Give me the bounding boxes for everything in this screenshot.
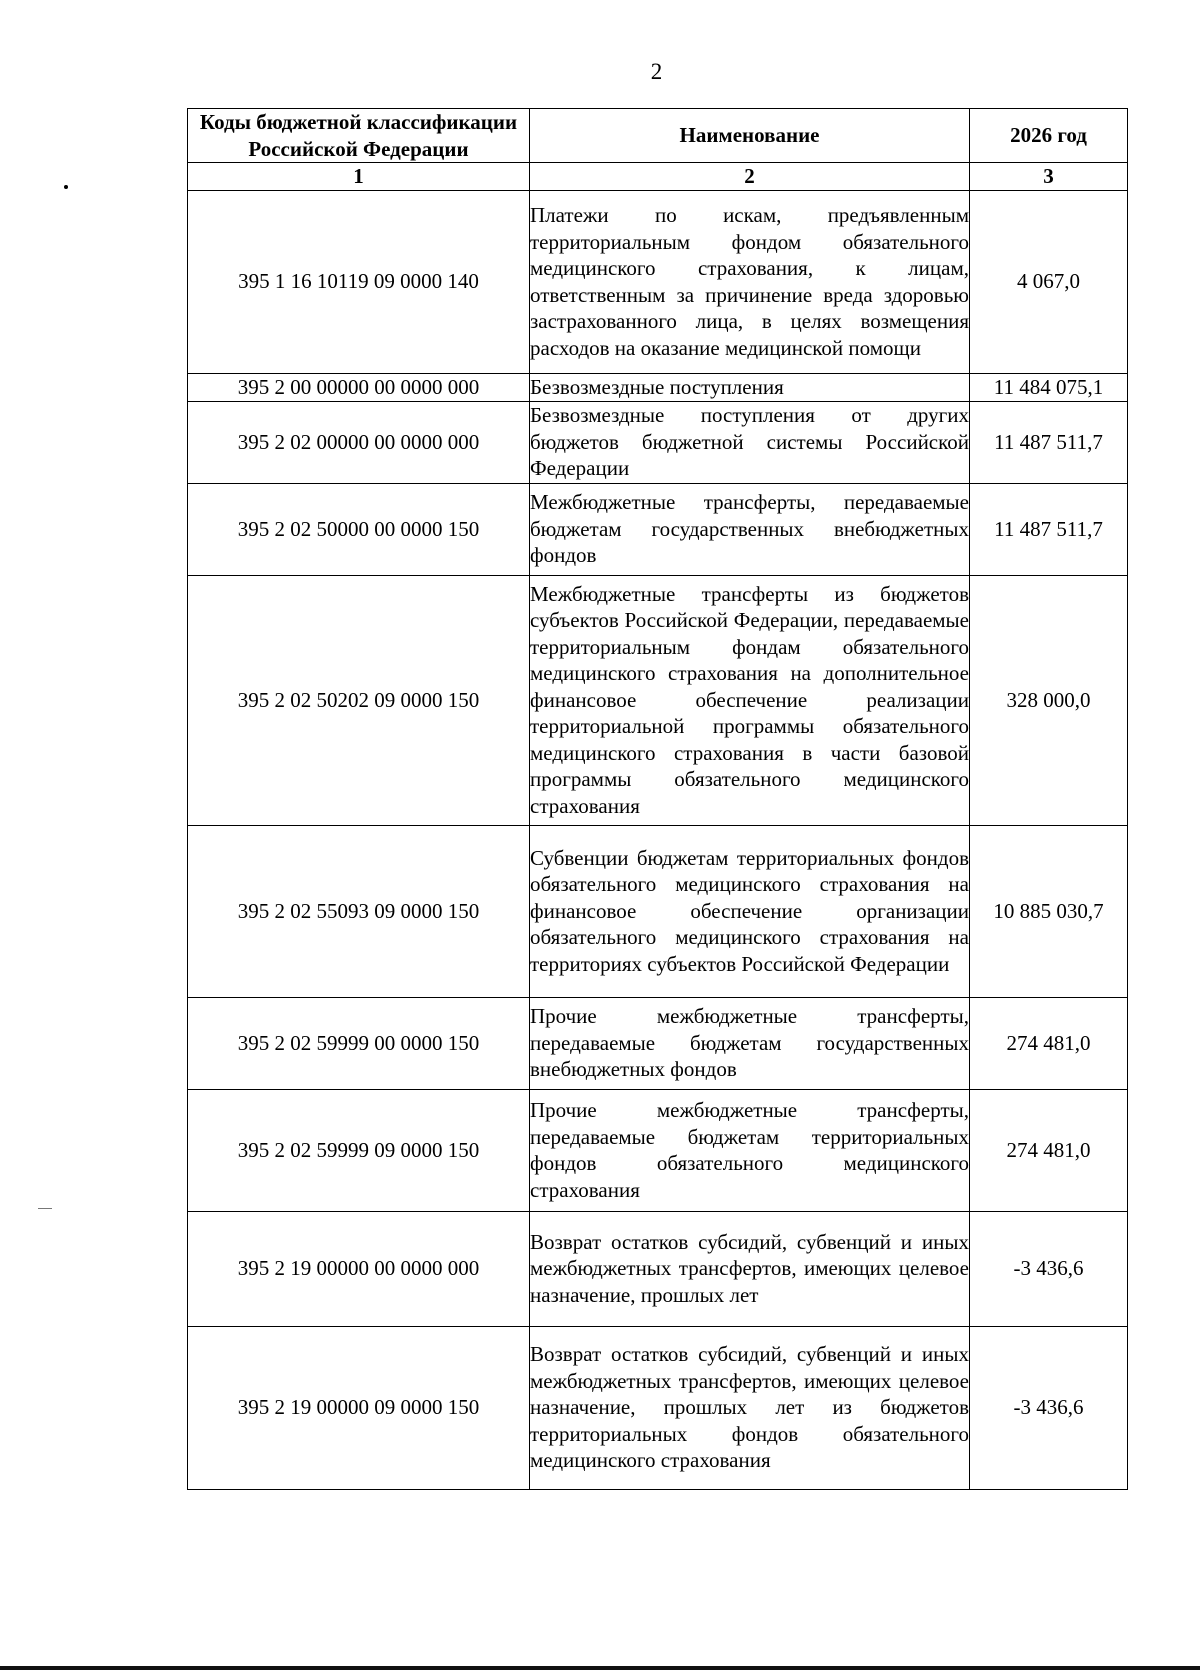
row-name: Возврат остатков субсидий, субвенций и иных межбюджетных трансфертов, имеющих целевое назначение, прошлых лет bbox=[530, 1211, 970, 1326]
header-name: Наименование bbox=[530, 109, 970, 163]
row-name: Возврат остатков субсидий, субвенций и иных межбюджетных трансфертов, имеющих целевое назначение, прошлых лет из бюджетов территориальных фондов обязательного медицинского страхования bbox=[530, 1326, 970, 1489]
row-name: Прочие межбюджетные трансферты, передаваемые бюджетам территориальных фондов обязательного медицинского страхования bbox=[530, 1089, 970, 1211]
row-code: 395 2 02 50000 00 0000 150 bbox=[188, 483, 530, 575]
header-codes: Коды бюджетной классификации Российской Федерации bbox=[188, 109, 530, 163]
row-value: 4 067,0 bbox=[970, 190, 1128, 373]
row-name: Межбюджетные трансферты из бюджетов субъектов Российской Федерации, передаваемые территориальным фондам обязательного медицинского страхования на дополнительное финансовое обеспечение реализации территориальной программы обязательного медицинского страхования в части базовой программы обязательного медицинского страхования bbox=[530, 575, 970, 825]
row-code: 395 2 02 59999 09 0000 150 bbox=[188, 1089, 530, 1211]
table-row bbox=[188, 373, 1128, 401]
column-number-2: 2 bbox=[530, 163, 970, 191]
table-row bbox=[188, 825, 1128, 997]
row-name: Безвозмездные поступления от других бюджетов бюджетной системы Российской Федерации bbox=[530, 401, 970, 483]
stray-scan-mark bbox=[38, 1208, 52, 1209]
row-value: 274 481,0 bbox=[970, 1089, 1128, 1211]
column-number-3: 3 bbox=[970, 163, 1128, 191]
row-name: Прочие межбюджетные трансферты, передаваемые бюджетам государственных внебюджетных фондов bbox=[530, 997, 970, 1089]
table-row bbox=[188, 575, 1128, 825]
row-code: 395 2 00 00000 00 0000 000 bbox=[188, 373, 530, 401]
header-year: 2026 год bbox=[970, 109, 1128, 163]
row-value: -3 436,6 bbox=[970, 1211, 1128, 1326]
row-value: 328 000,0 bbox=[970, 575, 1128, 825]
row-value: -3 436,6 bbox=[970, 1326, 1128, 1489]
row-code: 395 2 02 59999 00 0000 150 bbox=[188, 997, 530, 1089]
row-code: 395 2 19 00000 00 0000 000 bbox=[188, 1211, 530, 1326]
stray-dot-mark bbox=[64, 185, 68, 189]
column-number-row bbox=[188, 163, 1128, 191]
row-name: Безвозмездные поступления bbox=[530, 373, 970, 401]
budget-classification-table bbox=[187, 108, 1128, 1490]
table-row bbox=[188, 401, 1128, 483]
table-row bbox=[188, 190, 1128, 373]
row-name: Межбюджетные трансферты, передаваемые бюджетам государственных внебюджетных фондов bbox=[530, 483, 970, 575]
row-value: 11 487 511,7 bbox=[970, 483, 1128, 575]
table-row bbox=[188, 1089, 1128, 1211]
table-row bbox=[188, 483, 1128, 575]
table-header-row bbox=[188, 109, 1128, 163]
page-number: 2 bbox=[650, 59, 663, 84]
column-number-1: 1 bbox=[188, 163, 530, 191]
row-value: 11 484 075,1 bbox=[970, 373, 1128, 401]
row-code: 395 2 02 00000 00 0000 000 bbox=[188, 401, 530, 483]
scan-bottom-edge bbox=[0, 1666, 1200, 1670]
row-code: 395 1 16 10119 09 0000 140 bbox=[188, 190, 530, 373]
table-row bbox=[188, 1211, 1128, 1326]
row-code: 395 2 02 50202 09 0000 150 bbox=[188, 575, 530, 825]
row-name: Платежи по искам, предъявленным территориальным фондом обязательного медицинского страхования, к лицам, ответственным за причинение вреда здоровью застрахованного лица, в целях возмещения расходов на оказание медицинской помощи bbox=[530, 190, 970, 373]
row-value: 274 481,0 bbox=[970, 997, 1128, 1089]
row-name: Субвенции бюджетам территориальных фондов обязательного медицинского страхования на финансовое обеспечение организации обязательного медицинского страхования на территориях субъектов Российской Федерации bbox=[530, 825, 970, 997]
row-value: 11 487 511,7 bbox=[970, 401, 1128, 483]
row-code: 395 2 19 00000 09 0000 150 bbox=[188, 1326, 530, 1489]
table-row bbox=[188, 1326, 1128, 1489]
row-value: 10 885 030,7 bbox=[970, 825, 1128, 997]
table-row bbox=[188, 997, 1128, 1089]
row-code: 395 2 02 55093 09 0000 150 bbox=[188, 825, 530, 997]
